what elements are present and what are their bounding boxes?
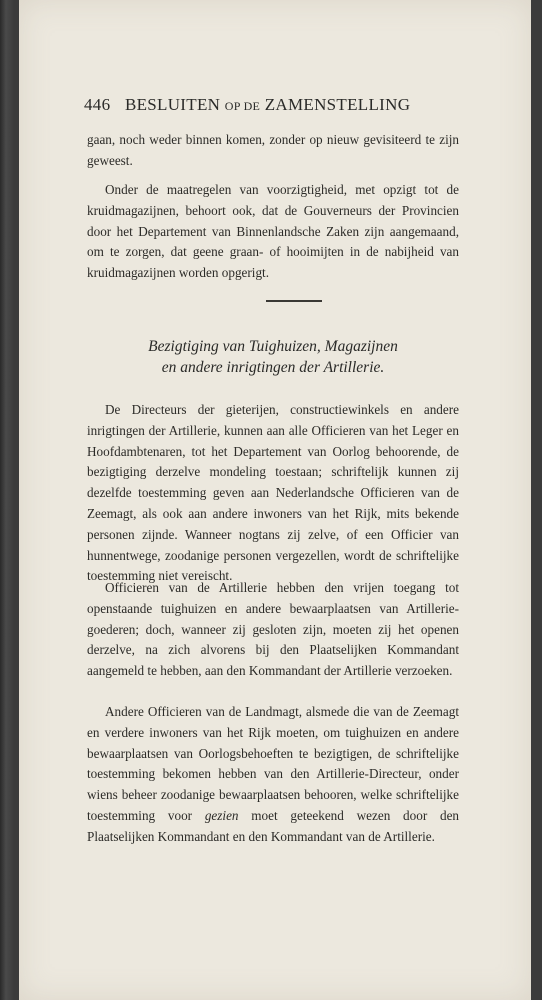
paragraph-kruidmagazijnen [87,180,459,284]
paragraph-text [87,702,459,848]
page-number: 446 [84,95,111,114]
section-title [87,336,459,378]
paragraph-officieren-artillerie [87,578,459,682]
paragraph-text: gaan, noch weder binnen komen, zonder op nieuw gevisiteerd te zijn geweest. [87,132,459,168]
paragraph-text: Officieren van de Artillerie hebben den vrijen toegang tot openstaande tuighuizen en andere bewaarplaatsen van Artillerie-goederen; doch, wanneer zij gesloten zijn, moeten zij het openen derzelve, na zich alvorens bij den Plaatselijken Kommandant aangemeld te hebben, aan den Kommandant der Artillerie verzoeken. [87,580,459,679]
header-title-part-1: BESLUITEN [124,95,221,114]
section-title-line-1: Bezigtiging van Tuighuizen, Magazijnen [148,338,398,355]
section-title-line-2: en andere inrigtingen der Artillerie. [161,359,385,376]
italic-word: gezien [204,807,239,823]
header-title-part-2: OP DE [224,99,261,113]
paragraph-continued [87,130,459,172]
paragraph-directeurs [87,400,459,587]
header-title-part-3: ZAMENSTELLING [264,95,411,114]
paragraph-text: De Directeurs der gieterijen, constructiewinkels en andere inrigtingen der Artillerie, kunnen aan alle Officieren van het Leger en Hoofdambtenaren, tot het Departement van Oorlog behoorende, de bezigtiging derzelve mondeling toestaan; schriftelijk kunnen zij dezelfde toestemming geven aan Nederlandsche Officieren van de Zeemagt, als ook aan andere inwoners van het Rijk, mits bekende personen zijnde. Wanneer nogtans zij zelve, of een Officier van hunnentwege, zoodanige personen vergezellen, wordt de schriftelijke toestemming niet vereischt. [87,402,459,584]
paragraph-text: Onder de maatregelen van voorzigtigheid, met opzigt tot de kruidmagazijnen, behoort ook, dat de Gouverneurs der Provincien door het Departement van Binnenlandsche Zaken zijn aangemaand, om te zorgen, dat geene graan- of hooimijten in de nabijheid van kruidmagazijnen worden opgerigt. [87,182,459,281]
running-header [84,95,464,115]
paragraph-andere-officieren [87,702,459,848]
paragraph-text-part: moet geteekend wezen door den Plaatselijken Kommandant en den Kommandant van de Artillerie. [87,807,460,844]
section-divider [266,300,322,302]
paragraph-text-part: Andere Officieren van de Landmagt, alsmede die van de Zeemagt en verdere inwoners van het Rijk moeten, om tuighuizen en andere bewaarplaatsen van Oorlogsbehoeften te bezigtigen, de schriftelijke toestemming bekomen hebben van den Artillerie-Directeur, onder wiens beheer zoodanige bewaarplaatsen behooren, welke schriftelijke toestemming voor [87,704,459,823]
